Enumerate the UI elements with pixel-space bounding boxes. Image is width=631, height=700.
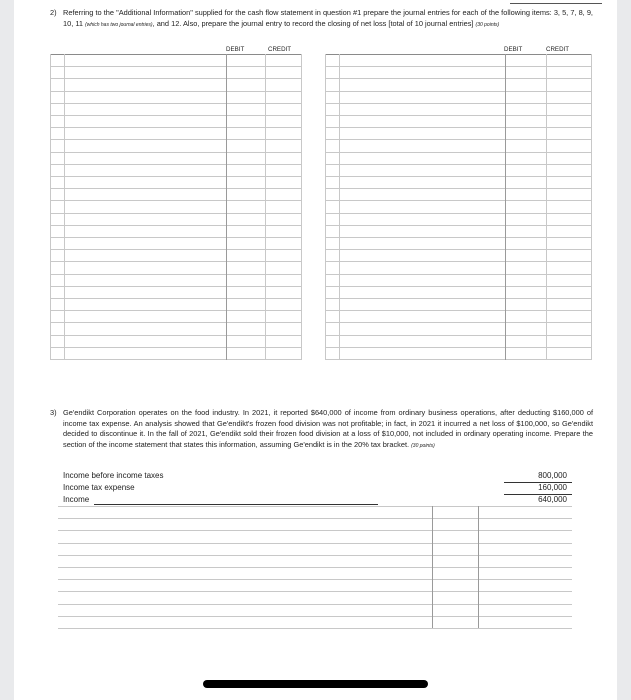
- grid-row-line: [325, 249, 592, 250]
- right-credit-header: CREDIT: [546, 46, 570, 53]
- grid-row-line: [325, 322, 592, 323]
- right-journal-grid: [325, 54, 592, 360]
- grid-row-line: [325, 139, 592, 140]
- question-2-text: [50, 8, 593, 30]
- question-2-points: (30 points): [475, 21, 500, 28]
- grid-row-line: [50, 359, 301, 360]
- grid-column-line: [50, 54, 51, 360]
- grid-row-line: [58, 604, 572, 605]
- grid-row-line: [325, 176, 592, 177]
- income-label: Income: [63, 495, 90, 504]
- income-label-underline: [94, 504, 378, 505]
- grid-row-line: [50, 286, 301, 287]
- income-statement-grid: [58, 506, 572, 628]
- income-before-taxes-label: Income before income taxes: [63, 471, 164, 480]
- grid-row-line: [50, 127, 301, 128]
- grid-row-line: [50, 103, 301, 104]
- grid-row-line: [50, 54, 301, 55]
- grid-row-line: [50, 78, 301, 79]
- grid-row-line: [325, 103, 592, 104]
- question-3-body: Ge'endikt Corporation operates on the food industry. In 2021, it reported $640,000 of income from ordinary business operations, after deducting $160,000 of income tax expense. An analysis showed that Ge'endikt's frozen food division was not profitable; in fact, in 2021 it incurred a net loss of $100,000, so Ge'endikt decided to discontinue it. In the fall of 2021, Ge'endikt sold their frozen food division at a loss of $10,000, not included in ordinary operating income. Prepare the section of the income statement that states this information, assuming Ge'endikt is in the 20% tax bracket.: [63, 408, 593, 449]
- grid-column-line: [226, 54, 227, 360]
- grid-row-line: [58, 591, 572, 592]
- grid-row-line: [325, 164, 592, 165]
- grid-row-line: [325, 127, 592, 128]
- grid-row-line: [50, 66, 301, 67]
- grid-row-line: [325, 152, 592, 153]
- grid-row-line: [50, 164, 301, 165]
- question-3-number: 3): [50, 408, 57, 417]
- grid-row-line: [325, 347, 592, 348]
- grid-row-line: [50, 310, 301, 311]
- grid-row-line: [58, 628, 572, 629]
- question-2-number: 2): [50, 8, 57, 17]
- grid-row-line: [325, 54, 592, 55]
- grid-row-line: [50, 115, 301, 116]
- grid-row-line: [58, 579, 572, 580]
- question-2-body: Referring to the "Additional Information" supplied for the cash flow statement in question #1 prepare the journal entries for each of the following items: 3, 5, 7, 8, 9, 10, 11: [63, 8, 593, 28]
- question-2-note: (which has two journal entries): [85, 21, 153, 28]
- grid-row-line: [58, 616, 572, 617]
- grid-row-line: [50, 335, 301, 336]
- grid-row-line: [325, 261, 592, 262]
- grid-row-line: [50, 213, 301, 214]
- grid-row-line: [325, 298, 592, 299]
- grid-row-line: [325, 188, 592, 189]
- grid-column-line: [339, 54, 340, 360]
- grid-column-line: [325, 54, 326, 360]
- grid-row-line: [325, 115, 592, 116]
- grid-row-line: [58, 543, 572, 544]
- grid-row-line: [50, 237, 301, 238]
- grid-column-line: [301, 54, 302, 360]
- grid-row-line: [50, 91, 301, 92]
- grid-row-line: [50, 200, 301, 201]
- grid-row-line: [325, 66, 592, 67]
- grid-row-line: [325, 213, 592, 214]
- grid-row-line: [50, 176, 301, 177]
- grid-row-line: [325, 359, 592, 360]
- right-debit-header: DEBIT: [504, 46, 523, 53]
- document-page: [14, 0, 617, 700]
- grid-column-line: [591, 54, 592, 360]
- grid-column-line: [478, 506, 479, 628]
- grid-row-line: [50, 298, 301, 299]
- grid-row-line: [325, 310, 592, 311]
- grid-row-line: [50, 188, 301, 189]
- question-2-body-cont: , and 12. Also, prepare the journal entry to record the closing of net loss [total of 10 journal entries]: [152, 18, 474, 28]
- grid-column-line: [505, 54, 506, 360]
- left-credit-header: CREDIT: [268, 46, 292, 53]
- grid-row-line: [50, 347, 301, 348]
- grid-row-line: [50, 249, 301, 250]
- grid-row-line: [58, 506, 572, 507]
- left-debit-header: DEBIT: [226, 46, 245, 53]
- income-before-taxes-value: 800,000: [538, 471, 567, 480]
- grid-row-line: [325, 335, 592, 336]
- grid-column-line: [265, 54, 266, 360]
- grid-row-line: [325, 78, 592, 79]
- income-value: 640,000: [538, 495, 567, 504]
- grid-row-line: [50, 152, 301, 153]
- grid-column-line: [432, 506, 433, 628]
- grid-row-line: [50, 322, 301, 323]
- grid-column-line: [546, 54, 547, 360]
- grid-row-line: [50, 139, 301, 140]
- left-journal-grid: [50, 54, 301, 360]
- grid-row-line: [50, 261, 301, 262]
- grid-row-line: [325, 274, 592, 275]
- question-3-text: [50, 408, 593, 451]
- grid-row-line: [325, 225, 592, 226]
- grid-row-line: [50, 225, 301, 226]
- grid-row-line: [325, 237, 592, 238]
- grid-column-line: [64, 54, 65, 360]
- grid-row-line: [325, 200, 592, 201]
- grid-row-line: [50, 274, 301, 275]
- income-tax-expense-value: 160,000: [538, 483, 567, 492]
- grid-row-line: [325, 286, 592, 287]
- grid-row-line: [58, 567, 572, 568]
- grid-row-line: [58, 530, 572, 531]
- top-rule: [510, 0, 602, 4]
- grid-row-line: [58, 518, 572, 519]
- grid-row-line: [325, 91, 592, 92]
- grid-row-line: [58, 555, 572, 556]
- question-3-points: (30 points): [411, 442, 435, 449]
- income-tax-expense-label: Income tax expense: [63, 483, 135, 492]
- home-indicator[interactable]: [203, 680, 428, 688]
